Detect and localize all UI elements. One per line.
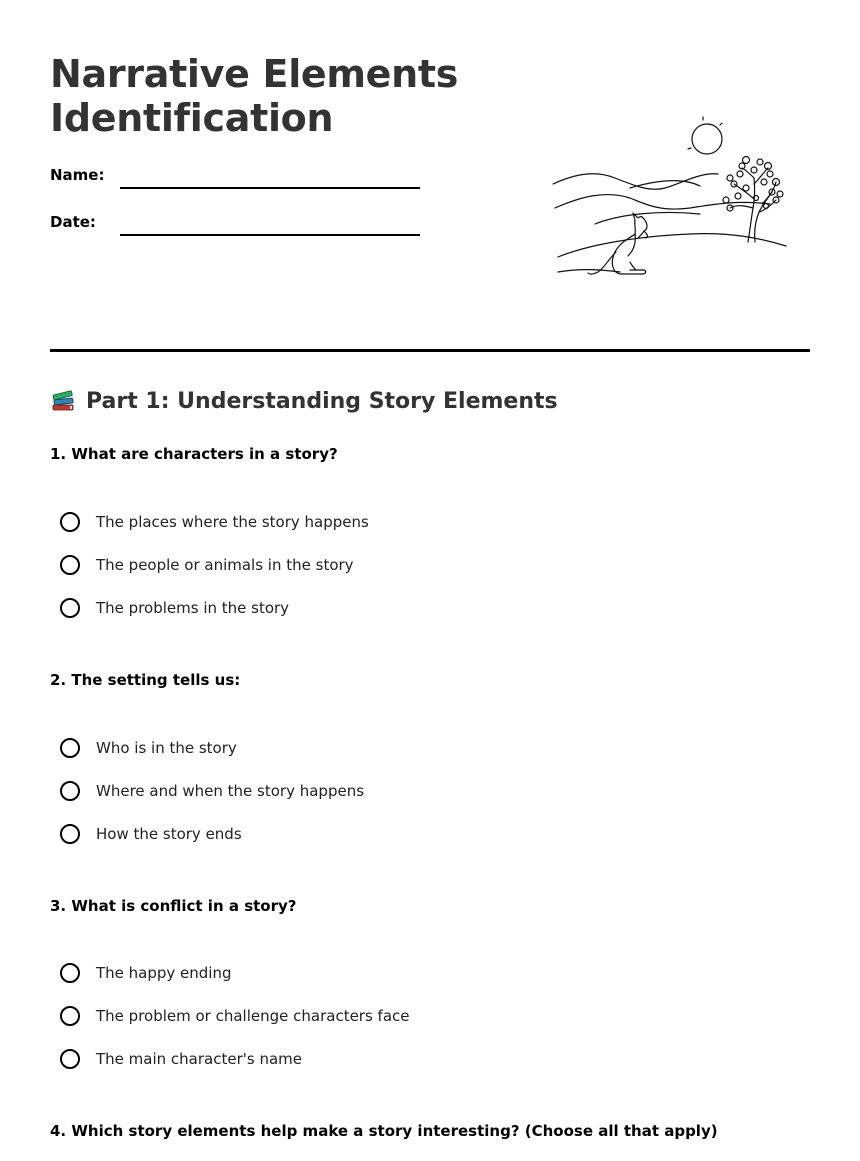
option-label: Who is in the story (96, 739, 237, 757)
option-label: The problems in the story (96, 599, 290, 617)
question-1-option-3[interactable] (60, 595, 289, 621)
radio-button[interactable] (60, 738, 80, 758)
option-label: The places where the story happens (96, 513, 369, 531)
question-3: 3. What is conflict in a story? (50, 897, 297, 915)
question-2-option-3[interactable] (60, 821, 242, 847)
question-3-option-3[interactable] (60, 1046, 302, 1072)
page-title (50, 52, 470, 140)
date-field[interactable] (120, 234, 420, 236)
section-heading-part-1 (50, 388, 558, 414)
radio-button[interactable] (60, 598, 80, 618)
section-divider (50, 349, 810, 352)
question-2-option-1[interactable] (60, 735, 237, 761)
option-label: The people or animals in the story (96, 556, 354, 574)
radio-button[interactable] (60, 1049, 80, 1069)
radio-button[interactable] (60, 824, 80, 844)
option-label: The main character's name (96, 1050, 302, 1068)
option-label: Where and when the story happens (96, 782, 365, 800)
name-label: Name: (50, 166, 105, 184)
date-label: Date: (50, 213, 96, 231)
question-2-option-2[interactable] (60, 778, 364, 804)
question-3-option-2[interactable] (60, 1003, 410, 1029)
question-1: 1. What are characters in a story? (50, 445, 338, 463)
option-label: The happy ending (96, 964, 232, 982)
question-3-option-1[interactable] (60, 960, 232, 986)
section-heading-text: Part 1: Understanding Story Elements (86, 388, 558, 414)
option-label: How the story ends (96, 825, 242, 843)
question-1-option-2[interactable] (60, 552, 354, 578)
radio-button[interactable] (60, 555, 80, 575)
radio-button[interactable] (60, 963, 80, 983)
outback-landscape-kangaroo-icon (550, 112, 795, 284)
radio-button[interactable] (60, 512, 80, 532)
worksheet-page (50, 0, 810, 1161)
title-line-2: Identification (50, 96, 334, 140)
option-label: The problem or challenge characters face (96, 1007, 410, 1025)
books-icon (50, 388, 76, 414)
question-2: 2. The setting tells us: (50, 671, 241, 689)
radio-button[interactable] (60, 781, 80, 801)
radio-button[interactable] (60, 1006, 80, 1026)
question-4: 4. Which story elements help make a story interesting? (Choose all that apply) (50, 1122, 718, 1140)
title-line-1: Narrative Elements (50, 52, 459, 96)
name-field[interactable] (120, 187, 420, 189)
question-1-option-1[interactable] (60, 509, 369, 535)
